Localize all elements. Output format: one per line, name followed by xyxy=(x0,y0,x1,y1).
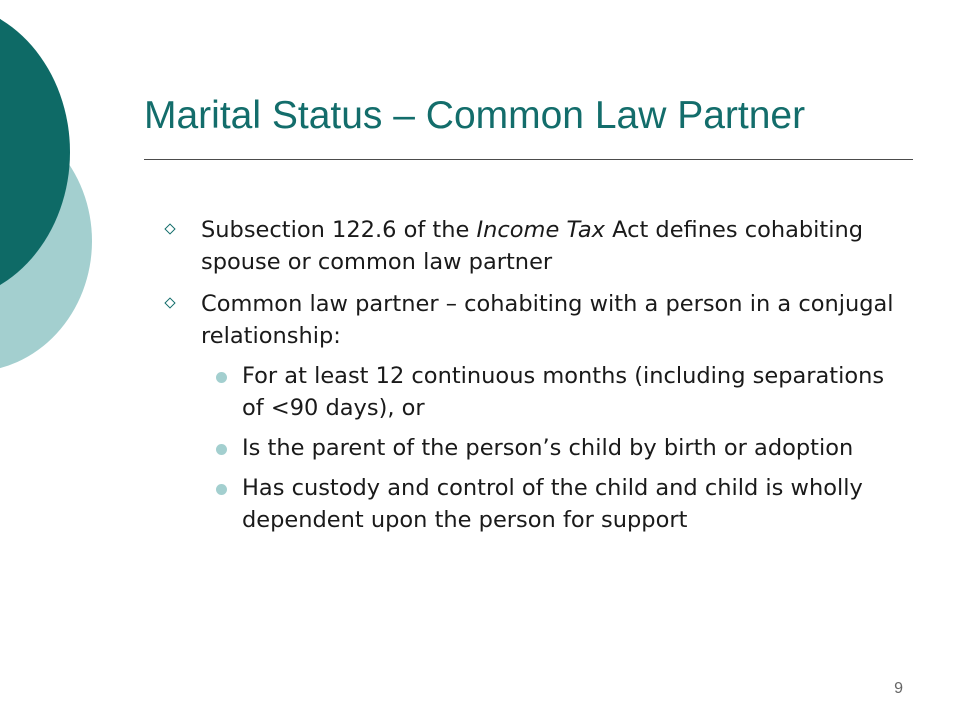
diamond-bullet-icon xyxy=(164,297,175,308)
sub-bullet-text: For at least 12 continuous months (including separations of <90 days), or xyxy=(242,363,885,421)
page-number: 9 xyxy=(894,680,903,697)
sub-bullet-text: Is the parent of the person’s child by birth or adoption xyxy=(242,435,854,461)
title-underline xyxy=(144,159,913,160)
bullet-common-law-partner xyxy=(160,288,900,536)
bullet-text-before: Subsection 122.6 of the xyxy=(201,217,477,243)
sub-bullet-text: Has custody and control of the child and child is wholly dependent upon the person for support xyxy=(242,475,863,533)
sub-bullet-custody xyxy=(160,472,900,536)
sub-bullet-duration xyxy=(160,360,900,424)
slide-body xyxy=(160,214,900,546)
diamond-bullet-icon xyxy=(164,223,175,234)
bullet-text: Common law partner – cohabiting with a person in a conjugal relationship: xyxy=(201,291,894,349)
slide-title: Marital Status – Common Law Partner xyxy=(144,94,806,137)
dot-bullet-icon xyxy=(216,372,227,383)
bullet-text-after: Act defines cohabiting spouse or common law partner xyxy=(201,217,864,275)
dot-bullet-icon xyxy=(216,444,227,455)
act-name-emphasis: Income Tax xyxy=(476,217,605,243)
sub-bullet-parent xyxy=(160,432,900,464)
bullet-subsection xyxy=(160,214,900,278)
dot-bullet-icon xyxy=(216,484,227,495)
